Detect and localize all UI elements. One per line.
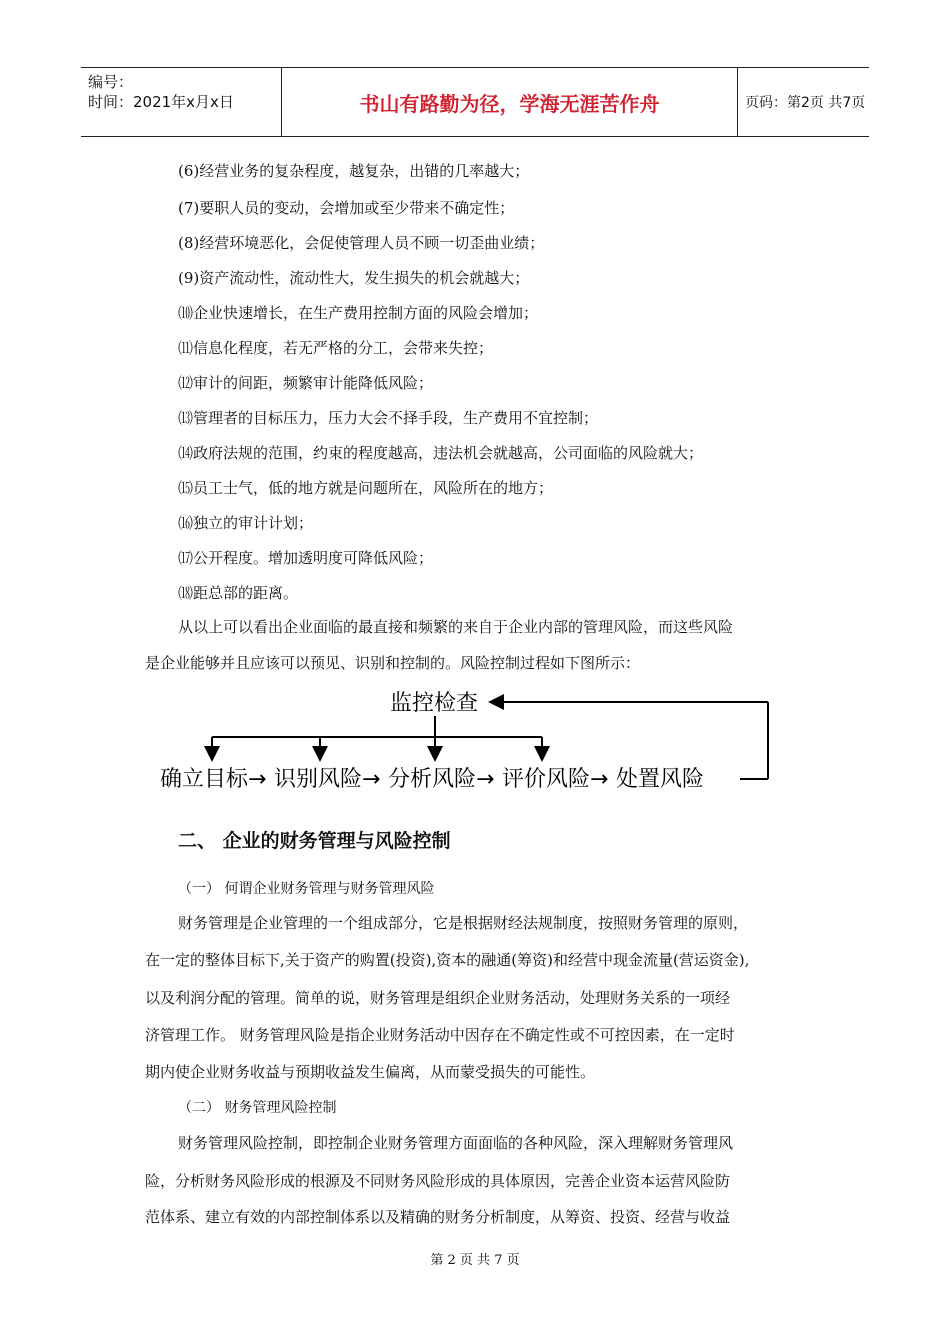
page-footer: 第 2 页 共 7 页 bbox=[430, 1253, 520, 1268]
paragraph-line: 财务管理风险控制，即控制企业财务管理方面面临的各种风险，深入理解财务管理风 bbox=[178, 1134, 734, 1152]
subsection-title: （二） 财务管理风险控制 bbox=[178, 1100, 337, 1116]
diagram-step-1: 确立目标 bbox=[160, 767, 249, 792]
paragraph-line: 以及利润分配的管理。简单的说，财务管理是组织企业财务活动，处理财务关系的一项经 bbox=[145, 989, 731, 1007]
diagram-step-5: 处置风险 bbox=[616, 767, 705, 792]
paragraph-line: 济管理工作。 财务管理风险是指企业财务活动中因存在不确定性或不可控因素，在一定时 bbox=[145, 1026, 735, 1044]
list-item: (6)经营业务的复杂程度，越复杂，出错的几率越大； bbox=[178, 162, 530, 180]
header-meta bbox=[81, 68, 282, 136]
header-page-info: 页码：第2页 共7页 bbox=[745, 95, 866, 111]
paragraph-line: 险，分析财务风险形成的根源及不同财务风险形成的具体原因，完善企业资本运营风险防 bbox=[145, 1172, 731, 1190]
diagram-arrow-4: → bbox=[590, 767, 609, 792]
paragraph-line: 财务管理是企业管理的一个组成部分，它是根据财经法规制度，按照财务管理的原则， bbox=[178, 914, 749, 932]
list-item: ⒀管理者的目标压力，压力大会不择手段，生产费用不宜控制； bbox=[178, 409, 599, 427]
list-item: ⑾信息化程度，若无严格的分工，会带来失控； bbox=[178, 339, 494, 357]
risk-control-diagram bbox=[150, 682, 790, 802]
diagram-arrow-1: → bbox=[248, 767, 267, 792]
list-item: ⒂员工士气，低的地方就是问题所在，风险所在的地方； bbox=[178, 479, 554, 497]
list-item: ⒁政府法规的范围，约束的程度越高，违法机会就越高，公司面临的风险就大； bbox=[178, 444, 704, 462]
diagram-arrow-3: → bbox=[476, 767, 495, 792]
diagram-monitor-label: 监控检查 bbox=[390, 691, 479, 716]
subsection-title: （一） 何谓企业财务管理与财务管理风险 bbox=[178, 881, 435, 897]
section-title: 二、 企业的财务管理与风险控制 bbox=[178, 830, 451, 852]
paragraph-line: 是企业能够并且应该可以预见、识别和控制的。风险控制过程如下图所示： bbox=[145, 654, 641, 672]
paragraph-line: 范体系、建立有效的内部控制体系以及精确的财务分析制度，从筹资、投资、经营与收益 bbox=[145, 1208, 731, 1226]
diagram-step-3: 分析风险 bbox=[388, 767, 477, 792]
list-item: ⒃独立的审计计划； bbox=[178, 514, 314, 532]
diagram-arrow-2: → bbox=[362, 767, 381, 792]
diagram-step-2: 识别风险 bbox=[274, 767, 363, 792]
diagram-step-4: 评价风险 bbox=[502, 767, 591, 792]
header-motto: 书山有路勤为径，学海无涯苦作舟 bbox=[282, 68, 738, 136]
list-item: ⒄公开程度。增加透明度可降低风险； bbox=[178, 549, 434, 567]
page-header bbox=[81, 67, 869, 137]
list-item: (7)要职人员的变动，会增加或至少带来不确定性； bbox=[178, 199, 515, 217]
list-item: ⑽企业快速增长，在生产费用控制方面的风险会增加； bbox=[178, 304, 539, 322]
paragraph-line: 期内使企业财务收益与预期收益发生偏离，从而蒙受损失的可能性。 bbox=[145, 1063, 596, 1081]
number-label: 编号： bbox=[88, 73, 134, 91]
list-item: (8)经营环境恶化，会促使管理人员不顾一切歪曲业绩； bbox=[178, 234, 545, 252]
list-item: ⒅距总部的距离。 bbox=[178, 584, 299, 602]
paragraph-line: 从以上可以看出企业面临的最直接和频繁的来自于企业内部的管理风险，而这些风险 bbox=[178, 618, 734, 636]
paragraph-line: 在一定的整体目标下,关于资产的购置(投资),资本的融通(筹资)和经营中现金流量(营运资金), bbox=[145, 951, 750, 969]
date-label: 时间：2021年x月x日 bbox=[88, 93, 234, 111]
list-item: (9)资产流动性，流动性大，发生损失的机会就越大； bbox=[178, 269, 530, 287]
list-item: ⑿审计的间距，频繁审计能降低风险； bbox=[178, 374, 434, 392]
